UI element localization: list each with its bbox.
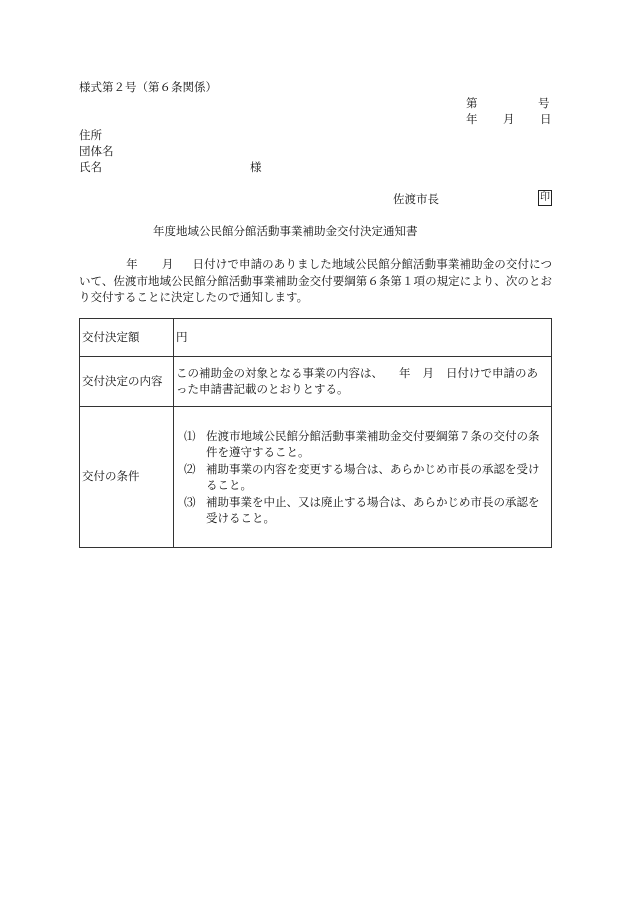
table-row: [80, 319, 552, 357]
form-number: 様式第２号（第６条関係）: [79, 80, 217, 94]
content-value: [174, 357, 552, 407]
date-day: 日: [540, 112, 552, 126]
number-prefix: 第: [466, 96, 478, 110]
table-row: [80, 407, 552, 548]
conditions-list: [176, 428, 549, 526]
number-unit: 号: [538, 96, 550, 110]
condition-number: ⑶: [184, 495, 196, 509]
condition-text: 佐渡市地域公民館分館活動事業補助金交付要綱第７条の交付の条件を遵守すること。: [206, 429, 540, 459]
body-year: 年: [126, 257, 138, 271]
content-month: 月: [422, 365, 434, 380]
conditions-value: [174, 407, 552, 548]
content-label: 交付決定の内容: [80, 357, 174, 407]
list-item: [184, 428, 549, 460]
list-item: [184, 461, 549, 493]
condition-number: ⑴: [184, 429, 196, 443]
conditions-label: 交付の条件: [80, 407, 174, 548]
content-year: 年: [399, 365, 411, 380]
content-part2: 日付けで申請のあった申請書記載のとおりとする。: [176, 365, 538, 396]
list-item: [184, 494, 549, 526]
date-month: 月: [503, 112, 515, 126]
body-text: 日付けで申請のありました地域公民館分館活動事業補助金の交付について、佐渡市地域公民館分館活動事業補助金交付要綱第６条第１項の規定により、次のとおり交付することに決定したので通知します。: [79, 257, 552, 304]
content-part1: この補助金の対象となる事業の内容は、: [176, 365, 383, 380]
sender-title: 佐渡市長: [393, 192, 439, 206]
organization-label: 団体名: [79, 144, 114, 158]
notice-body: [79, 256, 552, 306]
date-year: 年: [466, 112, 478, 126]
honorific: 様: [250, 160, 262, 174]
condition-text: 補助事業を中止、又は廃止する場合は、あらかじめ市長の承認を受けること。: [206, 495, 540, 525]
decision-table: [79, 318, 552, 548]
issue-date: [466, 112, 552, 128]
amount-label: 交付決定額: [80, 319, 174, 357]
name-label: 氏名: [79, 160, 102, 174]
condition-text: 補助事業の内容を変更する場合は、あらかじめ市長の承認を受けること。: [206, 462, 540, 492]
table-row: [80, 357, 552, 407]
body-month: 月: [161, 257, 174, 271]
document-title: 年度地域公民館分館活動事業補助金交付決定通知書: [153, 224, 418, 238]
seal-stamp: 印: [538, 190, 552, 206]
condition-number: ⑵: [184, 462, 196, 476]
document-number: [466, 96, 550, 112]
amount-unit: 円: [174, 319, 552, 357]
address-label: 住所: [79, 128, 102, 142]
